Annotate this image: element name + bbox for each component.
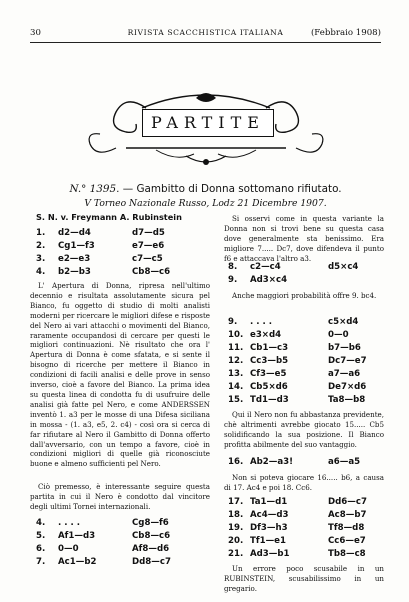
opening-name: Gambitto di Donna sottomano rifiutato.: [136, 183, 342, 195]
journal-page: 30 RIVISTA SCACCHISTICA ITALIANA (Febbraio 1908) PARTITE N.° 1395. — Gambitto di Donna sottomano rifiutato. V Torneo Nazionale Russo, Lodz 21 Dicembre 1907. S. N. v. Freymann A. Rubinstein 1. d2—d4 d7—d5 2. Cg1—f3 e7—e6 3. e2—e3 c7—c5 4. b2—b3 Cb8—c6 L' Apertura di Donna, ripresa nell'ultimo decennio e risultata assolutamente sicura pel Bianco, fu oggetto di studio di molti analisti moderni per ricercare le migliori difese e risposte del Nero ai vari attacchi o movimenti del Bianco, raramente occupandosi di cercare per questi le migliori continuazioni. Nè risultato che ora l' Apertura di Donna è come sfatata, e si sente il bisogno di ricerche per mettere il Bianco in condizioni di facili analisi e delle prove in senso inverso, cioè a favore del Bianco. La prima idea su questa linea di condotta fu di usufruire delle analisi già fatte pel Nero, e come ANDERSSEN inventò 1. a3 per le mosse di una Difesa siciliana in mossa - (1. a3, e5, 2. c4) - così ora si cerca di far rifiutare al Nero il Gambitto di Donna offerto dall'avversario, con un tempo a favore, cioè in condizioni migliori di quelle già riconosciute buone e almeno sufficienti pel Nero. Ciò premesso, è interessante seguire questa partita in cui il Nero è condotto dal vincitore degli ultimi Tornei internazionali. 4. . . . . Cg8—f6 5. Af1—d3 Cb8—c6 6. 0—0 Af8—d6 7. Ac1—b2 Dd8—c7 Si osservi come in questa variante la Donna non si trovi bene su questa casa dove generalmente sta benissimo. Era migliore 7..... Dc7, dove difendeva il punto f6 e attaccava l'altro a3. 8. c2—c4 d5×c4 9. Ad3×c4 Anche maggiori probabilità offre 9. bc4. 9. . . . . c5×d4 10. e3×d4 0—0 11. Cb1—c3 b7—b6 12. Cc3—b5 Dc7—e7 13. Cf3—e5 a7—a6 14. Cb5×d6 De7×d6 15. Td1—d3 Ta8—b8 Qui il Nero non fu abbastanza previdente, chè altrimenti avrebbe giocato 15..... Cb5 solidificando la sua posizione. Il Bianco profitta abilmente del suo vantaggio. 16. Ab2—a3! a6—a5 Non si poteva giocare 16..... b6, a causa di 17. Ac4 e poi 18. Cc6. 17. Ta1—d1 Dd6—c7 18. Ac4—d3 Ac8—b7 19. Df3—h3 Tf8—d8 20. Tf1—e1 Cc6—e7 21. Ad3—b1 Tb8—c8 Un errore poco scusabile in un RUBINSTEIN, scusabilissimo in un gregario.: [0, 0, 409, 602]
players-line: S. N. v. Freymann A. Rubinstein: [36, 212, 182, 222]
annotation-paragraph: Un errore poco scusabile in un RUBINSTEIN, scusabilissimo in un gregario.: [224, 564, 384, 593]
game-number: N.° 1395.: [69, 183, 120, 195]
game-title: N.° 1395. — Gambitto di Donna sottomano rifiutato.: [69, 183, 342, 195]
annotation-paragraph: Qui il Nero non fu abbastanza previdente, chè altrimenti avrebbe giocato 15..... Cb5 solidificando la sua posizione. Il Bianco profitta abilmente del suo vantaggio.: [224, 410, 384, 449]
annotation-paragraph: Non si poteva giocare 16..... b6, a causa di 17. Ac4 e poi 18. Cc6.: [224, 473, 384, 492]
annotation-paragraph: L' Apertura di Donna, ripresa nell'ultimo decennio e risultata assolutamente sicura pel Bianco, fu oggetto di studio di molti analisti moderni per ricercare le migliori difese e risposte del Nero ai vari attacchi o movimenti del Bianco, raramente occupandosi di cercare per questi le migliori continuazioni. Nè risultato che ora l' Apertura di Donna è come sfatata, e si sente il bisogno di ricerche per mettere il Bianco in condizioni di facili analisi e delle prove in senso inverso, cioè a favore del Bianco. La prima idea su questa linea di condotta fu di usufruire delle analisi già fatte pel Nero, e come ANDERSSEN inventò 1. a3 per le mosse di una Difesa siciliana in mossa - (1. a3, e5, 2. c4) - così ora si cerca di far rifiutare al Nero il Gambitto di Donna offerto dall'avversario, con un tempo a favore, cioè in condizioni migliori di quelle già riconosciute buone e almeno sufficienti pel Nero.: [30, 281, 210, 469]
annotation-paragraph: Si osservi come in questa variante la Donna non si trovi bene su questa casa dove generalmente sta benissimo. Era migliore 7..... Dc7, dove difendeva il punto f6 e attaccava l'altro a3.: [224, 214, 384, 263]
event-line: V Torneo Nazionale Russo, Lodz 21 Dicembre 1907.: [84, 198, 327, 209]
annotation-paragraph: Ciò premesso, è interessante seguire questa partita in cui il Nero è condotto dal vincitore degli ultimi Tornei internazionali.: [30, 482, 210, 511]
section-title: PARTITE: [142, 109, 274, 137]
running-header: [30, 28, 381, 42]
issue-date: (Febbraio 1908): [310, 28, 381, 38]
annotation-paragraph: Anche maggiori probabilità offre 9. bc4.: [232, 291, 377, 300]
page-number: 30: [30, 28, 41, 38]
header-rule: [30, 42, 381, 43]
journal-title: RIVISTA SCACCHISTICA ITALIANA: [127, 28, 284, 37]
